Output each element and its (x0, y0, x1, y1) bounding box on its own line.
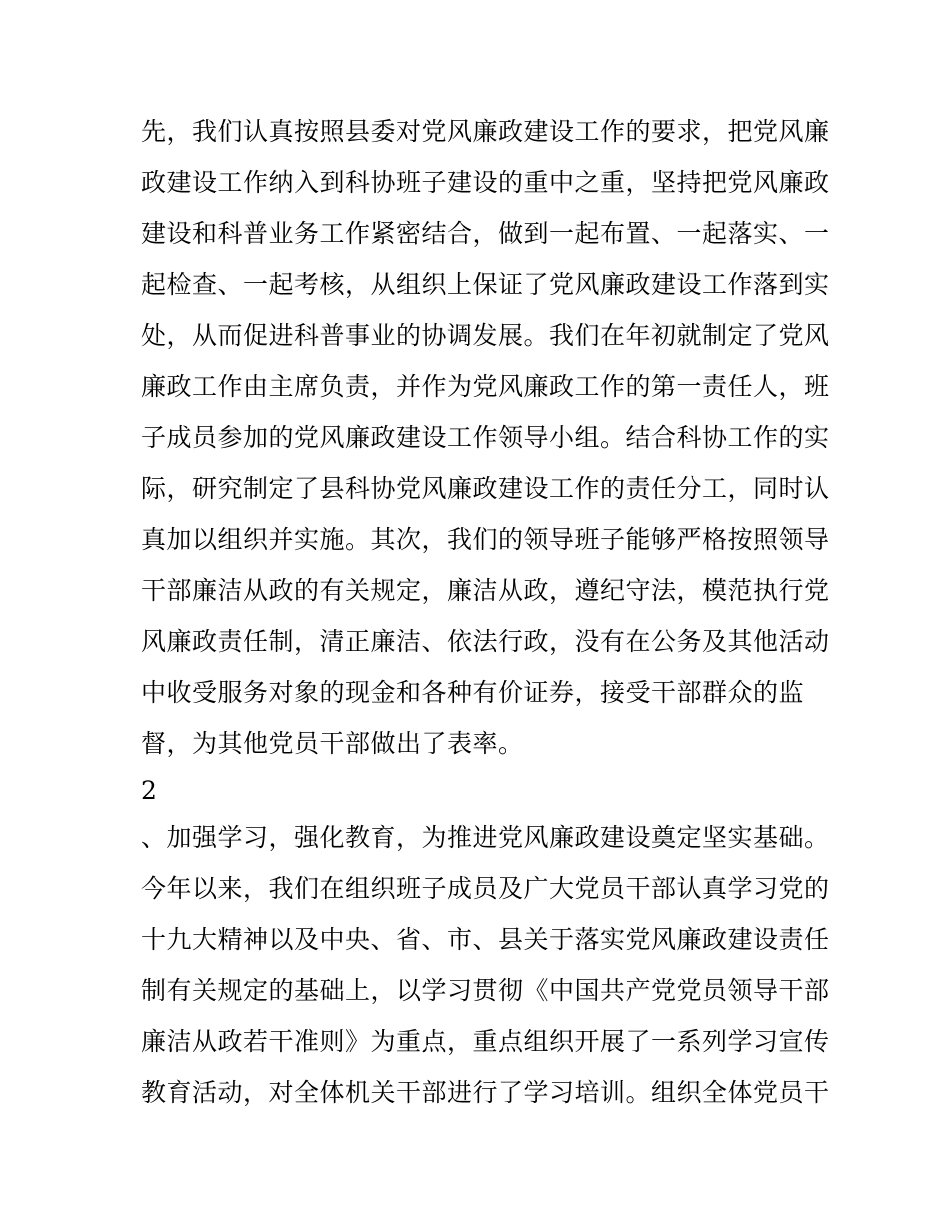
text-line: 真加以组织并实施。其次，我们的领导班子能够严格按照领导 (141, 525, 830, 554)
text-line: 处，从而促进科普事业的协调发展。我们在年初就制定了党风 (141, 321, 830, 350)
text-line: 廉洁从政若干准则》为重点，重点组织开展了一系列学习宣传 (141, 1027, 830, 1056)
text-line: 廉政工作由主席负责，并作为党风廉政工作的第一责任人，班 (141, 372, 830, 401)
text-line: 起检查、一起考核，从组织上保证了党风廉政建设工作落到实 (141, 270, 830, 299)
text-line: 中收受服务对象的现金和各种有价证券，接受干部群众的监 (141, 678, 805, 707)
text-line: 际，研究制定了县科协党风廉政建设工作的责任分工，同时认 (141, 474, 830, 503)
text-line: 干部廉洁从政的有关规定，廉洁从政，遵纪守法，模范执行党 (141, 576, 830, 605)
text-line: 制有关规定的基础上，以学习贯彻《中国共产党党员领导干部 (141, 976, 830, 1005)
text-line: 子成员参加的党风廉政建设工作领导小组。结合科协工作的实 (141, 423, 830, 452)
text-line: 风廉政责任制，清正廉洁、依法行政，没有在公务及其他活动 (141, 627, 830, 656)
text-line: 先，我们认真按照县委对党风廉政建设工作的要求，把党风廉 (141, 117, 830, 146)
text-line: 今年以来，我们在组织班子成员及广大党员干部认真学习党的 (141, 874, 830, 903)
text-line: 建设和科普业务工作紧密结合，做到一起布置、一起落实、一 (141, 219, 830, 248)
text-line: 、加强学习，强化教育，为推进党风廉政建设奠定坚实基础。 (141, 823, 830, 852)
text-line: 十九大精神以及中央、省、市、县关于落实党风廉政建设责任 (141, 925, 830, 954)
text-line: 教育活动，对全体机关干部进行了学习培训。组织全体党员干 (141, 1078, 830, 1107)
section-number: 2 (141, 776, 158, 805)
text-line: 督，为其他党员干部做出了表率。 (141, 729, 524, 758)
text-line: 政建设工作纳入到科协班子建设的重中之重，坚持把党风廉政 (141, 168, 830, 197)
document-body (141, 106, 830, 1118)
